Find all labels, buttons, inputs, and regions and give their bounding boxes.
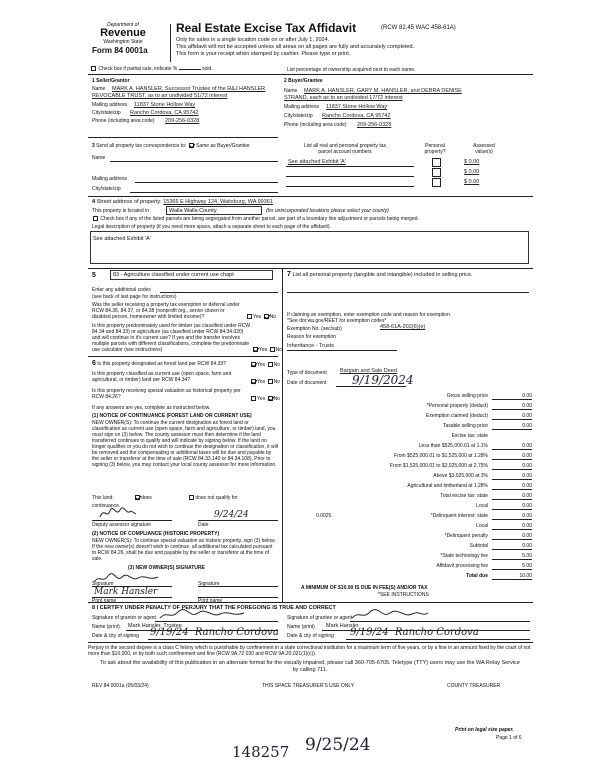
q1-yes-checkbox[interactable] bbox=[247, 314, 252, 319]
owner-signature-label: Signature bbox=[92, 581, 114, 587]
seller-city-label: City/state/zip bbox=[92, 110, 121, 116]
amount-label: Gross selling price bbox=[446, 393, 488, 399]
grantor-name-label: Name (print) bbox=[92, 624, 120, 630]
dept-state: Washington State bbox=[103, 39, 143, 45]
partial-sale-checkbox[interactable] bbox=[91, 66, 96, 71]
amount-label: Less than $525,000.01 at 1.1% bbox=[418, 443, 488, 449]
sec3-city-label: City/state/zip bbox=[92, 186, 121, 192]
perjury-notice: Perjury in the second degree is a class C felony which is punishable by confinement in a state correctional institution for a maximum term of five years, or by a fine in an amount fixed by the court of not more than $10,000, or by both such confinement and fine (RCW 9A.72.030 and RCW 9A.20.021(1)(c)). bbox=[88, 645, 531, 657]
dept-label: Department of bbox=[107, 22, 139, 28]
amount-value[interactable]: 0.00 bbox=[492, 443, 532, 450]
sec5-num: 5 bbox=[92, 272, 96, 279]
header-note-1: Only for sales in a single location code on or after July 1, 2024. bbox=[176, 37, 330, 43]
exemption-no[interactable]: 458-61A-202(6)(e) bbox=[380, 324, 426, 330]
seller-phone[interactable]: 209-256-0328 bbox=[165, 118, 200, 124]
amount-label: Local bbox=[476, 523, 488, 529]
sec3-heading: 3 Send all property tax correspondence to: Same as Buyer/Grantee bbox=[92, 143, 250, 149]
grantee-sig-label: Signature of grantee or agent bbox=[287, 615, 353, 621]
q2-no-checkbox[interactable] bbox=[270, 347, 275, 352]
assessor-signature-label: Deputy assessor signature bbox=[92, 522, 152, 528]
doc-type[interactable]: Bargain and Sale Deed bbox=[340, 368, 397, 374]
form-title: Real Estate Excise Tax Affidavit bbox=[176, 21, 357, 35]
revision: REV 84 0001a (05/03/24) bbox=[92, 683, 149, 689]
grantor-sig-label: Signature of grantor or agent bbox=[92, 615, 156, 621]
ownership-note: List percentage of ownership acquired next to each name. bbox=[287, 67, 416, 73]
segregated-row: Check box if any of the listed parcels are being segregated from another parcel, are part of a boundary line adjustment or parcels being merged. bbox=[92, 216, 419, 222]
seller-heading: 1 Seller/Grantor bbox=[92, 78, 130, 84]
see-instructions: *SEE INSTRUCTIONS bbox=[378, 592, 429, 598]
amount-label: From $525,000.01 to $1,525,000 at 1.28% bbox=[394, 453, 488, 459]
doc-type-label: Type of document bbox=[287, 370, 327, 376]
form-rcw: (RCW 82.45 WAC 458-61A) bbox=[381, 25, 456, 31]
street-row: 4 Street address of property: 15366 E Highway 124, Waitsburg, WA 99361 bbox=[92, 199, 273, 205]
sec5-q2-answer: Yes No bbox=[252, 347, 282, 353]
amount-value[interactable]: 10.00 bbox=[492, 573, 532, 580]
sec3-name-label: Name bbox=[92, 155, 106, 161]
q1-no-checkbox[interactable] bbox=[264, 314, 269, 319]
amount-value[interactable]: 0.00 bbox=[492, 393, 532, 400]
amount-value[interactable]: 0.00 bbox=[492, 473, 532, 480]
sec3-mail-label: Mailing address bbox=[92, 176, 128, 182]
amount-value[interactable]: 0.00 bbox=[492, 503, 532, 510]
doc-date[interactable]: 9/19/2024 bbox=[352, 373, 414, 387]
amount-value[interactable]: 0.00 bbox=[492, 523, 532, 530]
amount-label: From $1,525,000.01 to $3,025,000 at 2.75% bbox=[389, 463, 488, 469]
assessed-value-1[interactable]: $ 0.00 bbox=[464, 159, 480, 165]
owner-print-label: Print name bbox=[92, 598, 117, 604]
does-qualify-checkbox[interactable] bbox=[135, 495, 140, 500]
buyer-city[interactable]: Rancho Cordova, CA 95742 bbox=[322, 113, 391, 119]
assessed-value-3[interactable]: $ 0.00 bbox=[464, 179, 480, 185]
amount-value[interactable]: 0.00 bbox=[492, 513, 532, 520]
seller-city[interactable]: Rancho Cordova, CA 95742 bbox=[130, 110, 199, 116]
buyer-city-label: City/state/zip bbox=[284, 113, 313, 119]
amount-label: Excise tax: state bbox=[451, 433, 488, 439]
amount-value[interactable]: 0.00 bbox=[492, 403, 532, 410]
additional-codes-note: (see back of last page for instructions) bbox=[92, 294, 177, 300]
amount-value[interactable]: 0.00 bbox=[492, 463, 532, 470]
page-number: Page 1 of 6 bbox=[496, 735, 522, 741]
grantee-signature bbox=[350, 608, 430, 622]
seller-mail[interactable]: 11837 Stone Hollow Way bbox=[134, 102, 196, 108]
owner-print-name: Mark Hansler bbox=[94, 587, 158, 597]
personal-property-checkbox-3[interactable] bbox=[432, 178, 441, 187]
amount-label: *State technology fee bbox=[440, 553, 488, 559]
exemption-reason[interactable]: Inheritance - Trusts bbox=[287, 343, 335, 349]
segregated-checkbox[interactable] bbox=[93, 216, 98, 221]
owner-signature-label-2: Signature bbox=[198, 581, 220, 587]
grantor-date-label: Date & city of signing bbox=[92, 633, 139, 639]
tax-calculation bbox=[366, 393, 532, 583]
buyer-name-label: Name bbox=[284, 88, 298, 94]
assessed-header: Assessed value(s) bbox=[473, 143, 495, 155]
partial-sale-label: Check box if partial sale, indicate % bbox=[98, 66, 178, 72]
amount-label: *Personal property (deduct) bbox=[426, 403, 488, 409]
owner-print-label-2: Print name bbox=[198, 598, 223, 604]
street-address[interactable]: 15366 E Highway 124, Waitsburg, WA 99361 bbox=[163, 199, 273, 205]
minimum-due: A MINIMUM OF $10.00 IS DUE IN FEE(S) AND/OR TAX bbox=[301, 585, 428, 591]
grantee-date-city[interactable]: 9/19/24 Rancho Cordova bbox=[350, 627, 479, 638]
sec6-q3-answer: Yes No bbox=[250, 396, 280, 402]
seller-name-2[interactable]: REVOCABLE TRUST, as to an undivided 51/72 interest bbox=[92, 93, 228, 99]
treasurer-use: THIS SPACE TREASURER'S USE ONLY bbox=[262, 683, 355, 689]
amount-label: Affidavit processing fee bbox=[436, 563, 488, 569]
certify-heading: 8 I CERTIFY UNDER PENALTY OF PERJURY THAT THE FOREGOING IS TRUE AND CORRECT bbox=[92, 605, 336, 611]
sec7-heading: 7 List all personal property (tangible and intangible) included in selling price. bbox=[287, 271, 473, 278]
land-qualify-row: This land: does does not qualify for bbox=[92, 495, 238, 501]
amount-label: *Delinquent interest: state bbox=[430, 513, 488, 519]
buyer-mail[interactable]: 11837 Stone Hollow Way bbox=[326, 104, 388, 110]
amount-label: Total excise tax: state bbox=[440, 493, 488, 499]
q2-yes-checkbox[interactable] bbox=[253, 347, 258, 352]
sec5-q2: Is this property predominately used for timber (as classified under RCW 84.34 and 84.33) or agriculture (as classified under RCW 84.34.020) and will continue in it's current use? If yes and the transfer involves multiple parcels with different classifications, complete the predominate use calculator (see instructions) bbox=[92, 323, 251, 353]
grantor-name[interactable]: Mark Hansler, Trustee bbox=[128, 623, 182, 629]
sec5-q1: Was the seller receiving a property tax exemption or deferral under RCW 84.36, 84.37, or 84.38 (nonprofit org., senior citizen or disabled person, homeowner with limited income)? bbox=[92, 302, 240, 320]
alternate-format: To ask about the availability of this publication in an alternate format for the visually impaired, please call 360-705-6705. Teletype (TTY) users may use the WA Relay Service by calling 711. bbox=[100, 660, 520, 673]
recording-date: 9/25/24 bbox=[305, 735, 371, 755]
grantee-date-label: Date & city of signing bbox=[287, 633, 334, 639]
buyer-name-2[interactable]: STRAND, each as to an undivided 17/72 interest bbox=[284, 95, 403, 101]
buyer-name[interactable]: MARK A. HANSLER, GARY M. HANSLER, and DEBRA DENISE bbox=[304, 88, 462, 94]
personal-property-checkbox-2[interactable] bbox=[432, 168, 441, 177]
dor-logo bbox=[92, 22, 154, 56]
seller-mail-label: Mailing address bbox=[92, 102, 128, 108]
seller-phone-label: Phone (including area code) bbox=[92, 118, 155, 124]
same-as-buyer-checkbox[interactable] bbox=[189, 143, 194, 148]
current-use-no-checkbox[interactable] bbox=[268, 379, 273, 384]
personal-header: Personal property? bbox=[424, 143, 446, 155]
personal-property-checkbox-1[interactable] bbox=[432, 158, 441, 167]
notice-compliance-heading: (2) NOTICE OF COMPLIANCE (HISTORIC PROPERTY) bbox=[92, 531, 220, 537]
buyer-phone-label: Phone (including area code) bbox=[284, 122, 347, 128]
amount-label: Above $3,025,000 at 3% bbox=[433, 473, 488, 479]
seller-name-label: Name bbox=[92, 86, 106, 92]
sec6-q1-answer: Yes No bbox=[250, 362, 280, 368]
legal-label: Legal description of property (if you need more space, attach a separate sheet to each page of the affidavit). bbox=[92, 224, 331, 230]
buyer-heading: 2 Buyer/Grantee bbox=[284, 78, 323, 84]
assessor-date-label: Date bbox=[198, 522, 209, 528]
forest-no-checkbox[interactable] bbox=[268, 362, 273, 367]
amount-label: Subtotal bbox=[469, 543, 488, 549]
amount-value[interactable]: 0.00 bbox=[492, 413, 532, 420]
grantor-signature bbox=[158, 608, 248, 622]
sold-label: sold. bbox=[202, 66, 213, 72]
parcel-header: List all real and personal property tax parcel account numbers bbox=[304, 143, 386, 155]
assessor-date: 9/24/24 bbox=[214, 510, 249, 520]
amount-label: Exemption claimed (deduct) bbox=[426, 413, 488, 419]
historic-yes-checkbox[interactable] bbox=[251, 396, 256, 401]
sec6-note: If any answers are yes, complete as instructed below. bbox=[92, 405, 211, 411]
exemption-reason-label: Reason for exemption bbox=[287, 334, 336, 340]
land-use-code-select[interactable]: 83 - Agriculture classified under current use chapt bbox=[110, 270, 273, 280]
amount-value[interactable]: 5.00 bbox=[492, 563, 532, 570]
header-note-2: This affidavit will not be accepted unless all areas on all pages are fully and accurately completed. bbox=[176, 44, 415, 50]
county-select[interactable]: Walla Walla County bbox=[166, 206, 262, 215]
grantee-name-label: Name (print) bbox=[287, 624, 315, 630]
amount-label: Total due bbox=[466, 573, 488, 579]
amount-label: Agricultural and timberland at 1.28% bbox=[407, 483, 488, 489]
county-note: (for unincorporated locations please select your county) bbox=[266, 208, 389, 214]
sec5-q1-answer: Yes No bbox=[246, 314, 276, 320]
amount-value[interactable]: 0.00 bbox=[492, 483, 532, 490]
amount-value[interactable]: 0.00 bbox=[492, 533, 532, 540]
buyer-phone[interactable]: 209-256-0328 bbox=[357, 122, 392, 128]
amount-value[interactable]: 0.00 bbox=[492, 453, 532, 460]
seller-name[interactable]: MARK A. HANSLER, Successor Trustee of the R&J HANSLER bbox=[112, 86, 266, 92]
sec6-q1: 6 Is this property designated as forest land per RCW 84.33? bbox=[92, 360, 226, 367]
header-note-3: This form is your receipt when stamped by cashier. Please type or print. bbox=[176, 51, 351, 57]
partial-sale-row bbox=[90, 66, 213, 72]
exemption-no-label: Exemption No. (sec/sub) bbox=[287, 326, 342, 332]
grantee-name[interactable]: Mark Hansler bbox=[326, 623, 359, 629]
notice-compliance-body: NEW OWNER(S): To continue special valuation as historic property, sign (3) below. If the new owner(s) doesn't wish to continue, all additional tax calculated pursuant to RCW 84.26, shall be due and payable by the seller or transferor at the time of sale. bbox=[92, 538, 276, 562]
amount-value[interactable]: 5.00 bbox=[492, 553, 532, 560]
notice-continuance-heading: (1) NOTICE OF CONTINUANCE (FOREST LAND OR CURRENT USE) bbox=[92, 413, 252, 419]
exemption-note: If claiming an exemption, enter exemption code and reason for exemption. *See dor.wa.gov/REET for exemption codes* bbox=[287, 312, 452, 324]
continuance-label: continuance. bbox=[92, 503, 121, 509]
amount-label: *Delinquent penalty bbox=[444, 533, 488, 539]
legal-description[interactable] bbox=[90, 231, 529, 264]
dept-revenue: Revenue bbox=[100, 27, 146, 39]
amount-value[interactable]: 0.00 bbox=[492, 493, 532, 500]
sec6-q2-answer: Yes No bbox=[250, 379, 280, 385]
does-not-qualify-checkbox[interactable] bbox=[189, 495, 194, 500]
print-legal: Print on legal size paper. bbox=[455, 727, 514, 733]
current-use-yes-checkbox[interactable] bbox=[251, 379, 256, 384]
amount-label: Local bbox=[476, 503, 488, 509]
parcel-row-1[interactable]: See attached Exhibit 'A' bbox=[288, 159, 346, 165]
additional-codes-label: Enter any additional codes bbox=[92, 287, 151, 293]
recording-number: 148257 bbox=[232, 743, 290, 761]
county-treasurer: COUNTY TREASURER bbox=[447, 683, 501, 689]
forest-yes-checkbox[interactable] bbox=[251, 362, 256, 367]
amount-label: Taxable selling price bbox=[442, 423, 488, 429]
new-owner-sig-heading: (3) NEW OWNER(S) SIGNATURE bbox=[128, 565, 205, 571]
legal-text: See attached Exhibit 'A' bbox=[93, 236, 151, 242]
amount-value[interactable]: 0.00 bbox=[492, 543, 532, 550]
sec6-q3: Is this property receiving special valuation as historical property per RCW 84.26? bbox=[92, 388, 241, 400]
doc-date-label: Date of document bbox=[287, 380, 327, 386]
historic-no-checkbox[interactable] bbox=[268, 396, 273, 401]
notice-continuance-body: NEW OWNER(S): To continue the current designation as forest land or classification as current use (open space, farm and agriculture, or timber) land, you must sign on (3) below. The county assessor must then determine if the land transferred continues to qualify and will indicate by signing below. If the land no longer qualifies or you do not wish to continue the designation or classification, it will be removed and the compensating or additional taxes will be due and payable by the seller or transferor at the time of sale (RCW 84.33.140 or 84.34.108). Prior to signing (3) below, you may contact your local county assessor for more information. bbox=[92, 420, 278, 468]
grantor-date-city[interactable]: 9/19/24 Rancho Cordova bbox=[150, 627, 279, 638]
local-rate: 0.0025 bbox=[316, 513, 332, 519]
assessed-value-2[interactable]: $ 0.00 bbox=[464, 169, 480, 175]
form-number: Form 84 0001a bbox=[92, 46, 148, 55]
assessor-signature bbox=[98, 505, 138, 521]
buyer-mail-label: Mailing address bbox=[284, 104, 320, 110]
amount-value[interactable]: 0.00 bbox=[492, 423, 532, 430]
county-label: This property is located in bbox=[92, 208, 149, 214]
sec6-q2: Is this property classified as current use (open space, farm and agricultural, or timber) land per RCW 84.34? bbox=[92, 371, 232, 383]
